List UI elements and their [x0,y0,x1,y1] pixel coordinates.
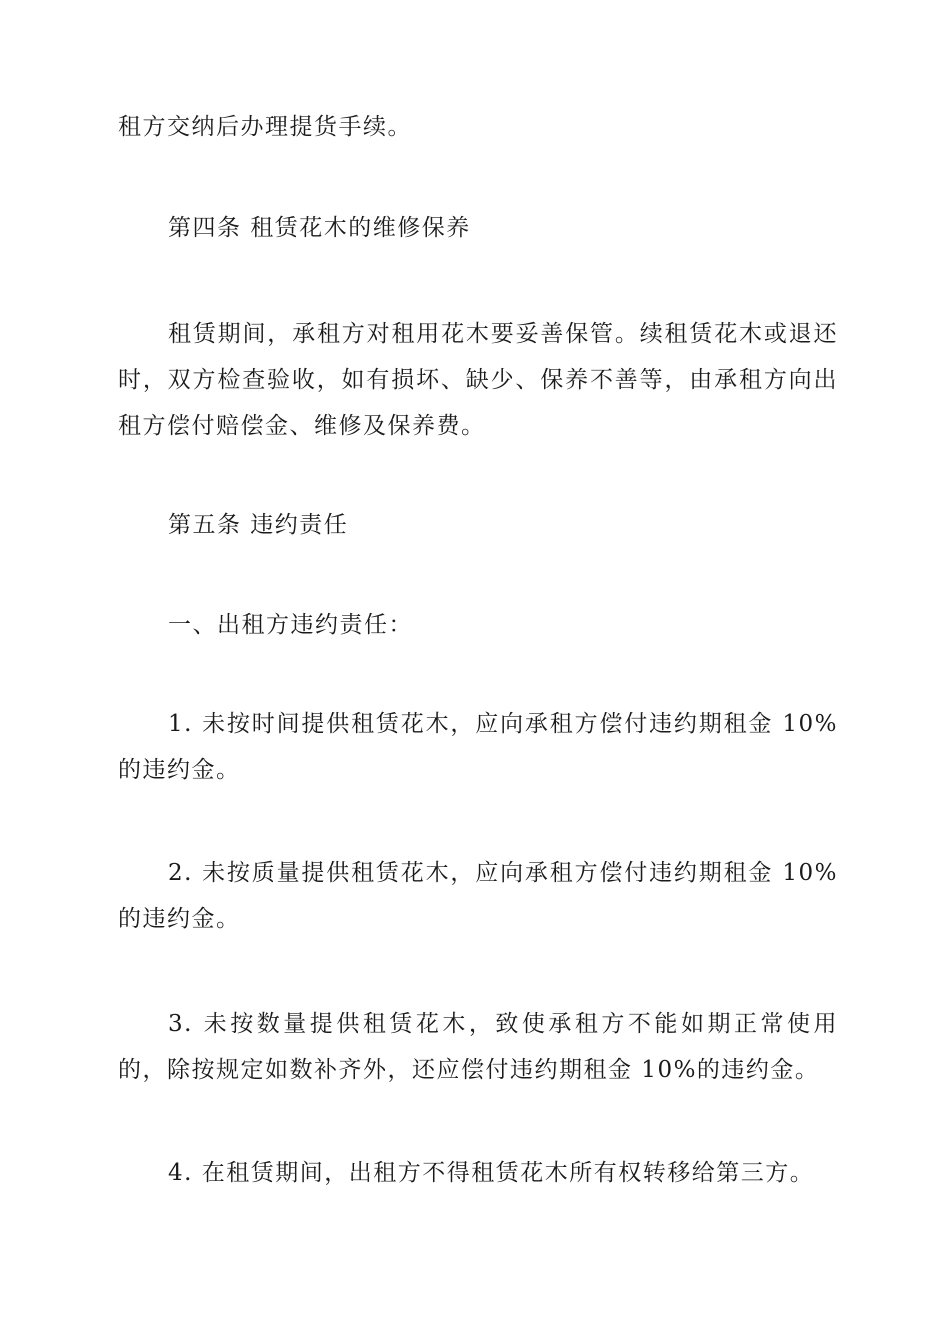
article-4-heading: 第四条 租赁花木的维修保养 [168,215,471,241]
article-4-body: 租赁期间，承租方对租用花木要妥善保管。续租赁花木或退还时，双方检查验收，如有损坏、缺少、保养不善等，由承租方向出租方偿付赔偿金、维修及保养费。 [118,321,838,439]
clause-2: 2. 未按质量提供租赁花木，应向承租方偿付违约期租金 10%的违约金。 [118,860,838,932]
clause-3: 3. 未按数量提供租赁花木，致使承租方不能如期正常使用的，除按规定如数补齐外，还应偿付违约期租金 10%的违约金。 [118,1011,838,1083]
article-5-heading: 第五条 违约责任 [168,512,349,538]
lessor-liability-heading: 一、出租方违约责任： [168,612,413,638]
paragraph-continuation: 租方交纳后办理提货手续。 [118,114,412,140]
clause-1: 1. 未按时间提供租赁花木，应向承租方偿付违约期租金 10%的违约金。 [118,711,838,783]
clause-4: 4. 在租赁期间，出租方不得租赁花木所有权转移给第三方。 [168,1160,815,1186]
